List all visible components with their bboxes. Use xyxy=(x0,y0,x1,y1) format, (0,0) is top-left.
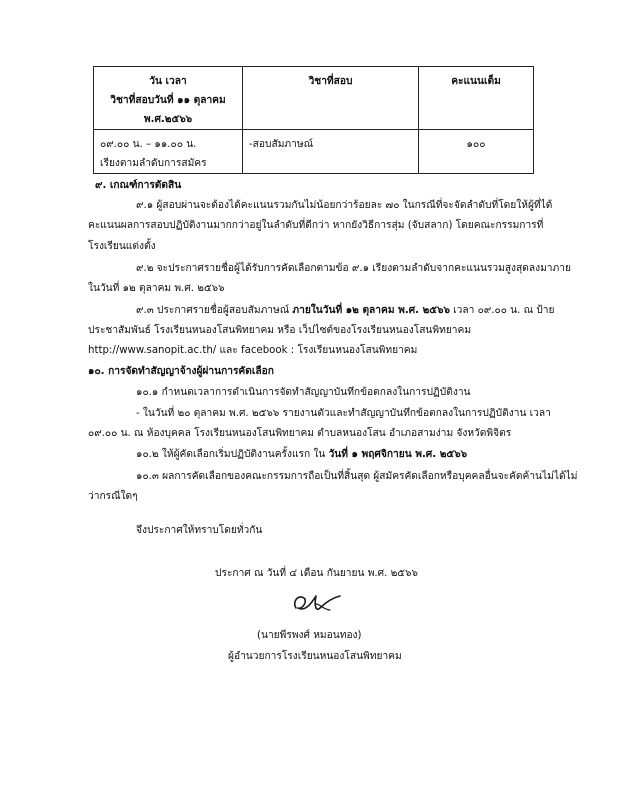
table-header-row xyxy=(94,67,534,130)
section10-heading: ๑๐. การจัดทำสัญญาจ้างผู้ผ่านการคัดเลือก xyxy=(88,366,274,377)
header-full-score: คะแนนเต็ม xyxy=(419,67,534,130)
header-date-line3: พ.ศ.๒๕๖๖ xyxy=(143,114,193,125)
s9-p3-bold: ภายในวันที่ ๑๒ ตุลาคม พ.ศ. ๒๕๖๖ xyxy=(292,305,450,316)
signer-name: (นายพีรพงศ์ หมอนทอง) xyxy=(257,630,362,641)
s10-p1b-line1: - ในวันที่ ๒๐ ตุลาคม พ.ศ. ๒๕๖๖ รายงานตัวและทำสัญญาบันทึกข้อตกลงในการปฏิบัติงาน เวลา xyxy=(136,408,551,419)
cell-score: ๑๐๐ xyxy=(419,130,534,174)
section9-heading: ๙. เกณฑ์การตัดสิน xyxy=(95,180,182,191)
s9-p2-line1: ๙.๒ จะประกาศรายชื่อผู้ได้รับการคัดเลือกตามข้อ ๙.๑ เรียงตามลำดับจากคะแนนรวมสูงสุดลงมาภาย xyxy=(136,263,571,274)
s10-p3-line1: ๑๐.๓ ผลการคัดเลือกของคณะกรรมการถือเป็นที่สิ้นสุด ผู้สมัครคัดเลือกหรือบุคคลอื่นจะคัดค้านไม่ได้ไม่ xyxy=(136,471,578,482)
cell-time xyxy=(94,130,243,174)
s9-p1-line2: คะแนนผลการสอบปฏิบัติงานมากกว่าอยู่ในลำดับที่ดีกว่า หากยังวิธีการสุ่ม (จับสลาก) โดยคณะกรรมการที่ xyxy=(88,220,544,231)
s10-p2-pre: ๑๐.๒ ให้ผู้คัดเลือกเริ่มปฏิบัติงานครั้งแรก ใน xyxy=(136,449,329,460)
s10-p1b-line2: ๐๙.๐๐ น. ณ ห้องบุคคล โรงเรียนหนองโสนพิทยาคม ตำบลหนองโสน อำเภอสามง่าม จังหวัดพิจิตร xyxy=(88,428,512,439)
signer-title: ผู้อำนวยการโรงเรียนหนองโสนพิทยาคม xyxy=(228,651,402,662)
cell-subject: -สอบสัมภาษณ์ xyxy=(243,130,419,174)
cell-order: เรียงตามลำดับการสมัคร xyxy=(100,158,207,169)
s10-p2 xyxy=(136,448,467,462)
s9-p3-line3: http://www.sanopit.ac.th/ และ facebook : โรงเรียนหนองโสนพิทยาคม xyxy=(88,345,418,356)
s9-p1-line1: ๙.๑ ผู้สอบผ่านจะต้องได้คะแนนรวมกันไม่น้อยกว่าร้อยละ ๗๐ ในกรณีที่จะจัดลำดับที่โดยให้ผู้ที่ได้ xyxy=(136,200,553,211)
s9-p1-line3: โรงเรียนแต่งตั้ง xyxy=(88,241,156,252)
s10-p3-line2: ว่ากรณีใดๆ xyxy=(88,491,138,502)
s9-p2-line2: ในวันที่ ๑๒ ตุลาคม พ.ศ. ๒๕๖๖ xyxy=(88,283,225,294)
s9-p3-post: เวลา ๐๙.๐๐ น. ณ ป้าย xyxy=(449,305,555,316)
table-row xyxy=(94,130,534,174)
exam-schedule-table xyxy=(93,66,534,174)
header-date-line2: วิชาที่สอบวันที่ ๑๑ ตุลาคม xyxy=(110,95,226,106)
s10-p2-bold: วันที่ ๑ พฤศจิกายน พ.ศ. ๒๕๖๖ xyxy=(328,449,468,460)
s10-p1: ๑๐.๑ กำหนดเวลาการดำเนินการจัดทำสัญญาบันทึกข้อตกลงในการปฏิบัติงาน xyxy=(136,387,471,398)
header-date-time xyxy=(94,67,243,130)
s9-p3-line2: ประชาสัมพันธ์ โรงเรียนหนองโสนพิทยาคม หรือ เว็ปไซต์ของโรงเรียนหนองโสนพิทยาคม xyxy=(88,325,472,336)
closing-text: จึงประกาศให้ทราบโดยทั่วกัน xyxy=(136,525,263,536)
announce-date: ประกาศ ณ วันที่ ๔ เดือน กันยายน พ.ศ. ๒๕๖๖ xyxy=(215,568,418,579)
signature-image xyxy=(286,588,346,620)
s9-p3-line1 xyxy=(136,304,554,318)
header-subject: วิชาที่สอบ xyxy=(243,67,419,130)
header-date-line1: วัน เวลา xyxy=(149,76,187,87)
s9-p3-pre: ๙.๓ ประกาศรายชื่อผู้สอบสัมภาษณ์ xyxy=(136,305,293,316)
cell-time-range: ๐๙.๐๐ น. – ๑๑.๐๐ น. xyxy=(100,139,197,150)
